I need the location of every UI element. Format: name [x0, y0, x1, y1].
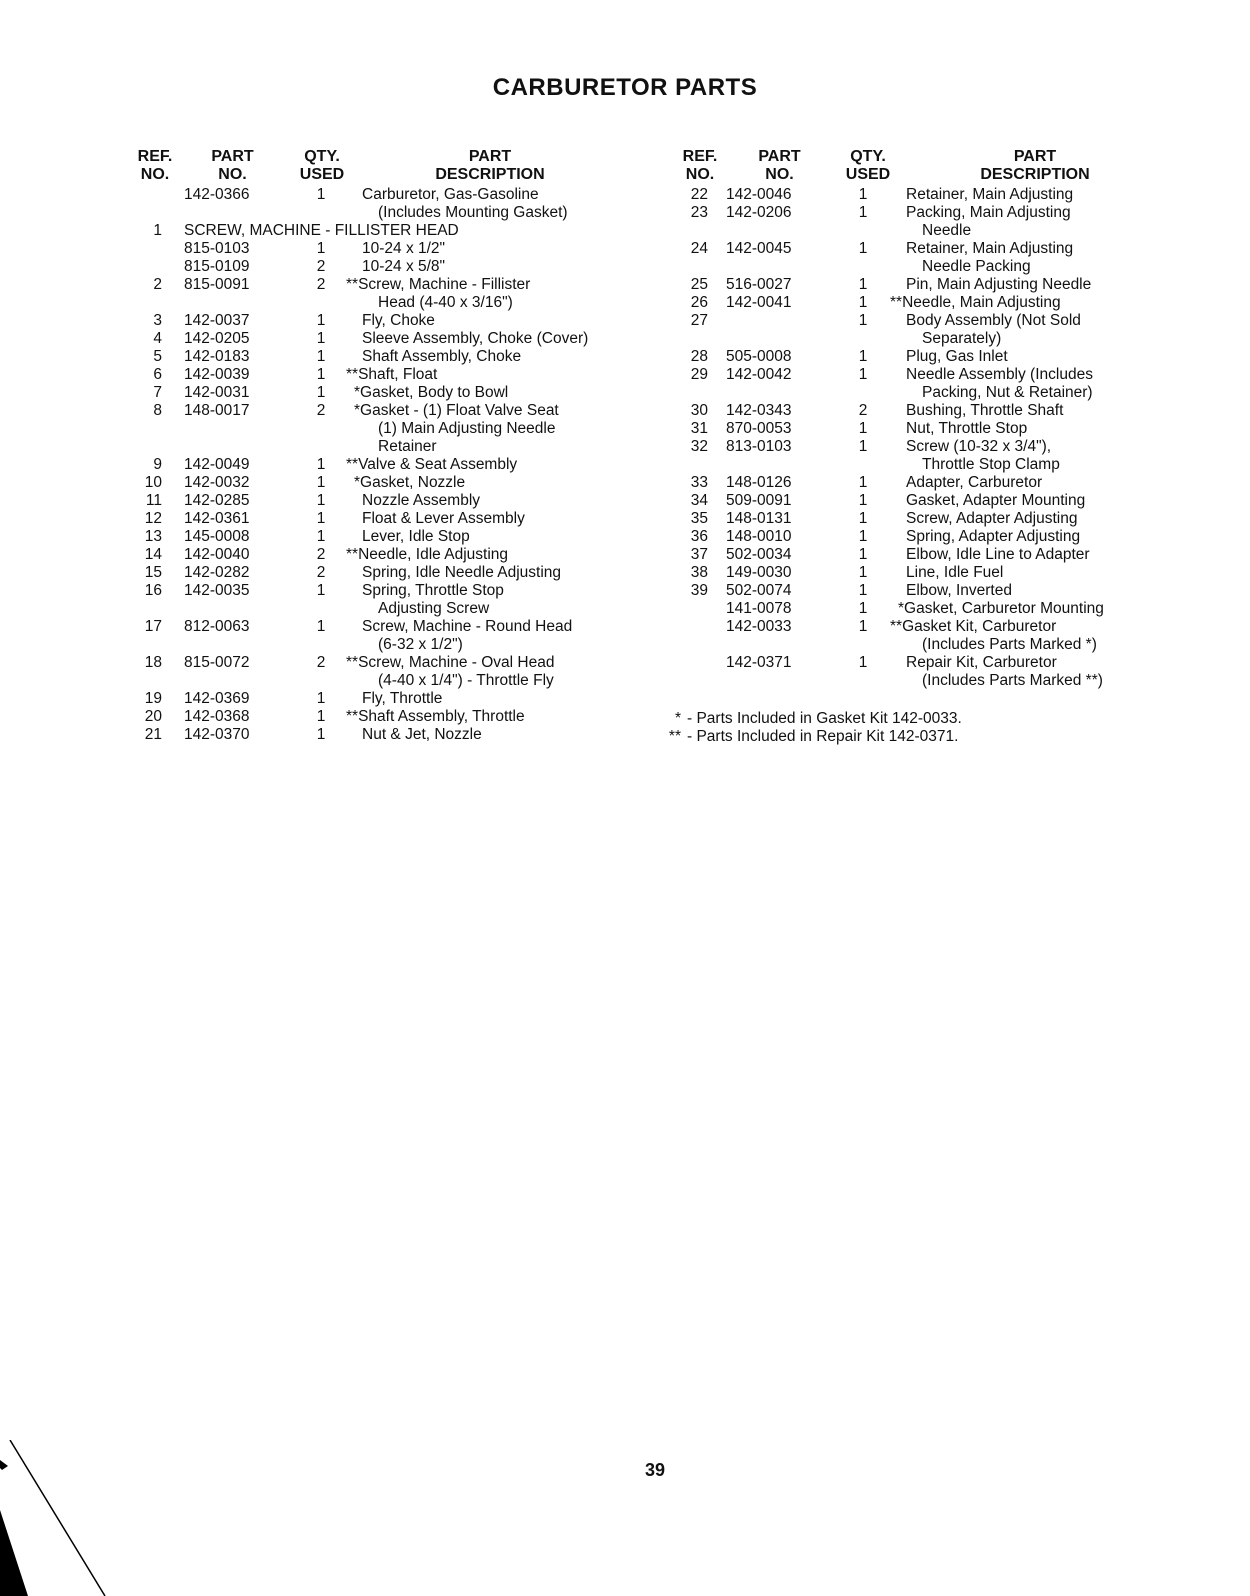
cell-qty: 1 [316, 240, 326, 257]
cell-ref: 23 [690, 204, 708, 221]
cell-desc: Fly, Choke [362, 312, 435, 329]
table-row [130, 690, 630, 708]
cell-ref: 21 [144, 726, 162, 743]
table-row [670, 618, 1160, 636]
table-row [130, 402, 630, 420]
cell-desc: **Screw, Machine - Fillister [346, 276, 531, 293]
cell-ref: 24 [690, 240, 708, 257]
cell-part: 142-0371 [726, 654, 792, 671]
table-row [130, 600, 630, 618]
cell-part: 142-0032 [184, 474, 250, 491]
table-row [130, 240, 630, 258]
page-title: CARBURETOR PARTS [492, 74, 758, 101]
footnote-text: - Parts Included in Gasket Kit 142-0033. [687, 710, 962, 727]
table-body-right [670, 186, 1160, 690]
header-desc-line2: DESCRIPTION [435, 166, 545, 183]
cell-part: 142-0369 [184, 690, 250, 707]
cell-part: 142-0037 [184, 312, 250, 329]
header-ref-line1: REF. [682, 148, 718, 165]
table-row [130, 366, 630, 384]
table-row [670, 402, 1160, 420]
table-row [670, 654, 1160, 672]
cell-desc: Elbow, Inverted [906, 582, 1012, 599]
cell-desc: **Gasket Kit, Carburetor [890, 618, 1057, 635]
cell-qty: 1 [316, 582, 326, 599]
table-body-left [130, 186, 630, 744]
header-desc-line1: PART [1013, 148, 1057, 165]
table-row [130, 330, 630, 348]
table-row [130, 276, 630, 294]
cell-ref: 20 [144, 708, 162, 725]
cell-part: 505-0008 [726, 348, 792, 365]
table-row [130, 420, 630, 438]
table-row [130, 348, 630, 366]
cell-part: 148-0126 [726, 474, 792, 491]
parts-table-left [130, 148, 630, 744]
cell-qty: 1 [858, 510, 868, 527]
table-row [670, 420, 1160, 438]
header-qty-line2: USED [299, 166, 345, 183]
header-ref [670, 148, 730, 184]
cell-ref: 18 [144, 654, 162, 671]
cell-qty: 1 [316, 474, 326, 491]
table-row [670, 528, 1160, 546]
cell-qty: 1 [858, 474, 868, 491]
table-row [670, 276, 1160, 294]
table-row [130, 258, 630, 276]
cell-qty: 1 [316, 312, 326, 329]
table-row [670, 456, 1160, 474]
table-row [130, 438, 630, 456]
cell-desc: Screw (10-32 x 3/4"), [906, 438, 1052, 455]
header-part-line1: PART [211, 148, 254, 165]
header-ref-line1: REF. [137, 148, 173, 165]
cell-part: 142-0282 [184, 564, 250, 581]
cell-qty: 1 [858, 186, 868, 203]
footnote-mark: ** [668, 728, 681, 745]
cell-desc: Retainer, Main Adjusting [906, 240, 1074, 257]
cell-part: 815-0109 [184, 258, 250, 275]
cell-part: 142-0368 [184, 708, 250, 725]
cell-ref: 30 [690, 402, 708, 419]
cell-ref: 7 [153, 384, 162, 401]
page-number: 39 [644, 1460, 666, 1480]
table-row [670, 384, 1160, 402]
table-row [670, 348, 1160, 366]
table-row [130, 654, 630, 672]
cell-desc: (Includes Parts Marked *) [922, 636, 1097, 653]
cell-qty: 2 [316, 402, 326, 419]
cell-desc: Plug, Gas Inlet [906, 348, 1008, 365]
footnote-text: - Parts Included in Repair Kit 142-0371. [687, 728, 959, 745]
cell-part: 870-0053 [726, 420, 792, 437]
cell-desc: (6-32 x 1/2") [378, 636, 463, 653]
header-part-line1: PART [758, 148, 801, 165]
cell-part: 502-0074 [726, 582, 792, 599]
cell-desc: Nozzle Assembly [362, 492, 481, 509]
cell-desc: **Shaft Assembly, Throttle [346, 708, 525, 725]
cell-qty: 1 [858, 276, 868, 293]
parts-table-right [670, 148, 1160, 690]
cell-desc: Screw, Machine - Round Head [362, 618, 573, 635]
table-row [670, 474, 1160, 492]
cell-desc: *Gasket - (1) Float Valve Seat [354, 402, 559, 419]
cell-ref: 39 [690, 582, 708, 599]
cell-desc: Shaft Assembly, Choke [362, 348, 522, 365]
cell-part: 142-0042 [726, 366, 792, 383]
cell-desc: Packing, Nut & Retainer) [922, 384, 1093, 401]
cell-part: 815-0091 [184, 276, 250, 293]
cell-qty: 1 [316, 726, 326, 743]
table-row [670, 366, 1160, 384]
cell-ref: 3 [153, 312, 162, 329]
cell-ref: 34 [690, 492, 708, 509]
cell-desc: Separately) [922, 330, 1002, 347]
table-row [670, 564, 1160, 582]
header-desc-line2: DESCRIPTION [980, 166, 1090, 183]
cell-qty: 1 [316, 510, 326, 527]
footnote-mark: * [674, 710, 681, 727]
cell-part: 815-0072 [184, 654, 250, 671]
cell-qty: 1 [316, 528, 326, 545]
scan-corner-mark [0, 1440, 120, 1596]
cell-desc: (1) Main Adjusting Needle [378, 420, 556, 437]
cell-qty: 1 [858, 420, 868, 437]
table-header [670, 148, 1160, 186]
cell-qty: 1 [858, 348, 868, 365]
cell-desc: Nut, Throttle Stop [906, 420, 1028, 437]
cell-qty: 2 [858, 402, 868, 419]
cell-desc: Nut & Jet, Nozzle [362, 726, 482, 743]
cell-part: 815-0103 [184, 240, 250, 257]
cell-qty: 1 [858, 204, 868, 221]
table-row [130, 456, 630, 474]
cell-desc: Line, Idle Fuel [906, 564, 1004, 581]
cell-desc: Packing, Main Adjusting [906, 204, 1071, 221]
cell-part: 142-0031 [184, 384, 250, 401]
cell-part: 509-0091 [726, 492, 792, 509]
cell-qty: 1 [858, 618, 868, 635]
cell-ref: 35 [690, 510, 708, 527]
cell-qty: 1 [316, 330, 326, 347]
cell-qty: 1 [858, 564, 868, 581]
cell-qty: 1 [858, 546, 868, 563]
cell-ref: 8 [153, 402, 162, 419]
table-row [130, 582, 630, 600]
cell-qty: 1 [316, 456, 326, 473]
cell-desc: Gasket, Adapter Mounting [906, 492, 1086, 509]
cell-part: 145-0008 [184, 528, 250, 545]
header-part-line2: NO. [218, 166, 247, 183]
header-qty [836, 148, 900, 184]
cell-ref: 2 [153, 276, 162, 293]
cell-part: 149-0030 [726, 564, 792, 581]
cell-part: 502-0034 [726, 546, 792, 563]
header-qty [290, 148, 354, 184]
cell-desc: *Gasket, Carburetor Mounting [898, 600, 1104, 617]
table-row [670, 492, 1160, 510]
cell-ref: 17 [144, 618, 162, 635]
cell-desc: Needle Assembly (Includes [906, 366, 1093, 383]
cell-desc: Adapter, Carburetor [906, 474, 1043, 491]
cell-qty: 1 [858, 240, 868, 257]
table-row [130, 564, 630, 582]
header-part [195, 148, 270, 184]
cell-part: 142-0033 [726, 618, 792, 635]
cell-desc: Lever, Idle Stop [362, 528, 470, 545]
cell-desc: *Gasket, Nozzle [354, 474, 466, 491]
cell-desc: *Gasket, Body to Bowl [354, 384, 509, 401]
cell-part: 142-0040 [184, 546, 250, 563]
table-row [130, 672, 630, 690]
table-row [130, 708, 630, 726]
cell-part: 142-0046 [726, 186, 792, 203]
table-row [670, 312, 1160, 330]
cell-desc: (Includes Mounting Gasket) [378, 204, 568, 221]
cell-desc: Screw, Adapter Adjusting [906, 510, 1078, 527]
cell-part: 141-0078 [726, 600, 792, 617]
cell-ref: 1 [153, 222, 162, 239]
cell-qty: 1 [858, 582, 868, 599]
cell-qty: 2 [316, 654, 326, 671]
cell-ref: 5 [153, 348, 162, 365]
cell-ref: 22 [690, 186, 708, 203]
cell-qty: 1 [858, 600, 868, 617]
cell-part: 142-0039 [184, 366, 250, 383]
cell-part: 516-0027 [726, 276, 792, 293]
header-desc [950, 148, 1120, 184]
cell-ref: 27 [690, 312, 708, 329]
cell-desc: Spring, Idle Needle Adjusting [362, 564, 562, 581]
cell-desc: Needle [922, 222, 972, 239]
cell-ref: 38 [690, 564, 708, 581]
cell-part: 148-0010 [726, 528, 792, 545]
header-ref-line2: NO. [685, 166, 715, 183]
cell-desc: **Needle, Idle Adjusting [346, 546, 509, 563]
table-row [670, 294, 1160, 312]
cell-qty: 1 [858, 654, 868, 671]
cell-part: 142-0183 [184, 348, 250, 365]
cell-part: 812-0063 [184, 618, 250, 635]
cell-qty: 1 [316, 384, 326, 401]
table-row [670, 330, 1160, 348]
cell-ref: 15 [144, 564, 162, 581]
table-row [670, 438, 1160, 456]
cell-desc: Float & Lever Assembly [362, 510, 525, 527]
cell-ref: 19 [144, 690, 162, 707]
table-header [130, 148, 630, 186]
cell-desc: **Needle, Main Adjusting [890, 294, 1061, 311]
table-row [130, 186, 630, 204]
cell-part: 142-0370 [184, 726, 250, 743]
cell-ref: 16 [144, 582, 162, 599]
cell-desc: Fly, Throttle [362, 690, 443, 707]
cell-part: 142-0285 [184, 492, 250, 509]
table-row [670, 258, 1160, 276]
table-row [670, 672, 1160, 690]
header-desc [380, 148, 600, 184]
table-row [130, 294, 630, 312]
cell-desc: 10-24 x 1/2" [362, 240, 446, 257]
cell-desc: Head (4-40 x 3/16") [378, 294, 513, 311]
cell-qty: 2 [316, 258, 326, 275]
table-row [130, 222, 630, 240]
cell-ref: 6 [153, 366, 162, 383]
table-row [130, 618, 630, 636]
cell-desc: Spring, Adapter Adjusting [906, 528, 1081, 545]
cell-qty: 1 [858, 294, 868, 311]
table-row [130, 546, 630, 564]
cell-ref: 26 [690, 294, 708, 311]
cell-qty: 1 [858, 438, 868, 455]
cell-desc: Adjusting Screw [378, 600, 490, 617]
cell-ref: 14 [144, 546, 162, 563]
cell-desc: (Includes Parts Marked **) [922, 672, 1103, 689]
cell-desc: Throttle Stop Clamp [922, 456, 1060, 473]
cell-ref: 32 [690, 438, 708, 455]
table-row [670, 582, 1160, 600]
cell-part: 813-0103 [726, 438, 792, 455]
cell-part: 142-0206 [726, 204, 792, 221]
cell-part: 142-0045 [726, 240, 792, 257]
table-row [670, 204, 1160, 222]
cell-qty: 1 [316, 186, 326, 203]
cell-part: 142-0343 [726, 402, 792, 419]
header-ref-line2: NO. [140, 166, 170, 183]
cell-qty: 1 [858, 492, 868, 509]
header-desc-line1: PART [468, 148, 512, 165]
table-row [130, 492, 630, 510]
cell-qty: 2 [316, 564, 326, 581]
header-part [742, 148, 817, 184]
header-qty-line2: USED [845, 166, 891, 183]
cell-ref: 13 [144, 528, 162, 545]
cell-ref: 4 [153, 330, 162, 347]
cell-desc: Bushing, Throttle Shaft [906, 402, 1064, 419]
table-row [130, 312, 630, 330]
cell-ref: 36 [690, 528, 708, 545]
cell-qty: 1 [316, 366, 326, 383]
cell-ref: 33 [690, 474, 708, 491]
header-ref [130, 148, 180, 184]
cell-desc: Body Assembly (Not Sold [906, 312, 1081, 329]
header-qty-line1: QTY. [304, 148, 340, 165]
table-row [130, 384, 630, 402]
cell-desc: Pin, Main Adjusting Needle [906, 276, 1092, 293]
cell-desc: Repair Kit, Carburetor [906, 654, 1057, 671]
cell-ref: 12 [144, 510, 162, 527]
table-row [670, 510, 1160, 528]
cell-desc: (4-40 x 1/4") - Throttle Fly [378, 672, 554, 689]
cell-desc: Needle Packing [922, 258, 1031, 275]
table-row [670, 222, 1160, 240]
cell-ref: 9 [153, 456, 162, 473]
header-qty-line1: QTY. [850, 148, 886, 165]
cell-desc: **Screw, Machine - Oval Head [346, 654, 555, 671]
cell-part: 142-0041 [726, 294, 792, 311]
table-row [670, 600, 1160, 618]
cell-desc: 10-24 x 5/8" [362, 258, 446, 275]
cell-part: 148-0017 [184, 402, 250, 419]
cell-qty: 1 [858, 528, 868, 545]
table-row [670, 186, 1160, 204]
cell-ref: 10 [144, 474, 162, 491]
cell-desc: Elbow, Idle Line to Adapter [906, 546, 1090, 563]
cell-ref: 25 [690, 276, 708, 293]
cell-desc: Retainer [378, 438, 437, 455]
cell-ref: 31 [690, 420, 708, 437]
cell-part: 142-0035 [184, 582, 250, 599]
cell-desc: **Valve & Seat Assembly [346, 456, 518, 473]
cell-qty: 1 [316, 708, 326, 725]
cell-qty: 1 [316, 618, 326, 635]
table-row [130, 474, 630, 492]
cell-part: 148-0131 [726, 510, 792, 527]
table-row [130, 528, 630, 546]
cell-qty: 1 [316, 348, 326, 365]
cell-desc: Carburetor, Gas-Gasoline [362, 186, 539, 203]
cell-part: SCREW, MACHINE - FILLISTER HEAD [184, 222, 459, 239]
cell-ref: 28 [690, 348, 708, 365]
cell-desc: Sleeve Assembly, Choke (Cover) [362, 330, 589, 347]
cell-part: 142-0205 [184, 330, 250, 347]
table-row [670, 636, 1160, 654]
cell-desc: Spring, Throttle Stop [362, 582, 504, 599]
cell-qty: 2 [316, 546, 326, 563]
cell-part: 142-0361 [184, 510, 250, 527]
table-row [130, 204, 630, 222]
cell-qty: 1 [316, 492, 326, 509]
cell-qty: 1 [316, 690, 326, 707]
header-part-line2: NO. [765, 166, 794, 183]
table-row [670, 240, 1160, 258]
cell-desc: Retainer, Main Adjusting [906, 186, 1074, 203]
cell-qty: 1 [858, 366, 868, 383]
table-row [130, 726, 630, 744]
cell-qty: 2 [316, 276, 326, 293]
cell-ref: 29 [690, 366, 708, 383]
cell-part: 142-0366 [184, 186, 250, 203]
table-row [670, 546, 1160, 564]
table-row [130, 510, 630, 528]
cell-ref: 11 [145, 492, 162, 509]
table-row [130, 636, 630, 654]
cell-qty: 1 [858, 312, 868, 329]
cell-ref: 37 [690, 546, 708, 563]
cell-desc: **Shaft, Float [346, 366, 438, 383]
cell-part: 142-0049 [184, 456, 250, 473]
